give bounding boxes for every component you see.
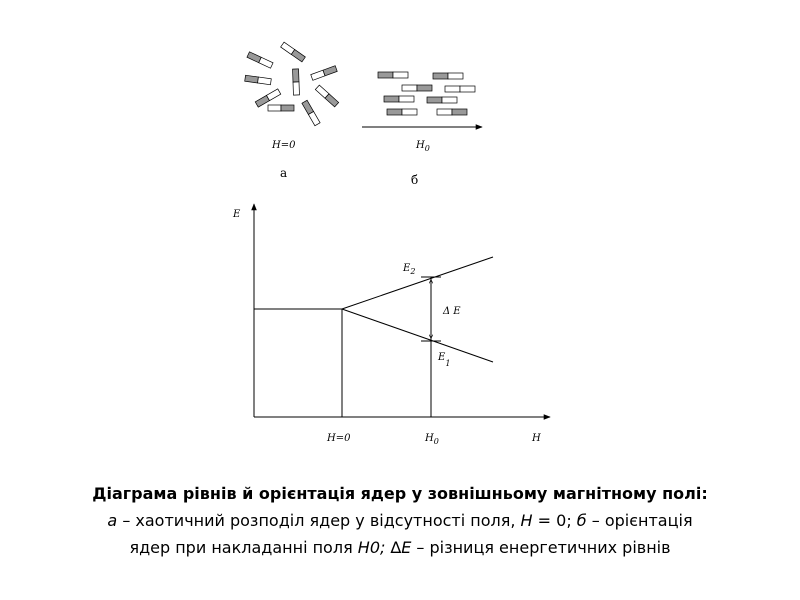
upper-level-label — [402, 263, 415, 276]
caption-separator: ; — [380, 538, 391, 557]
panel-b-field-label — [415, 140, 430, 153]
magnet — [437, 109, 467, 115]
lower-level-subscript: 1 — [445, 359, 451, 368]
y-axis-label: E — [233, 209, 241, 220]
caption-delta-symbol: ∆ — [390, 538, 402, 557]
upper-level-line — [342, 257, 493, 309]
caption-delta-text: – різниця енергетичних рівнів — [411, 538, 671, 557]
caption-b-text: – орієнтація — [586, 511, 693, 530]
panel-b-letter: б — [411, 173, 419, 187]
caption-line-3-text: ядер при накладанні поля — [129, 538, 358, 557]
x-tick-h0 — [424, 433, 439, 446]
magnet — [315, 85, 338, 107]
caption-b-letter: б — [576, 511, 587, 530]
magnet — [384, 96, 414, 102]
magnet — [427, 97, 457, 103]
caption-a-text: – хаотичний розподіл ядер у відсутності поля, — [117, 511, 521, 530]
caption-h0: Н0 — [357, 538, 380, 557]
caption-line-3 — [40, 534, 760, 561]
caption-a-condition: Н — [520, 511, 533, 530]
delta-symbol: Δ — [443, 306, 451, 317]
lower-level-label — [437, 352, 450, 368]
panel-a-random-nuclei — [245, 42, 339, 126]
magnet — [281, 42, 306, 62]
caption-delta-e: Е — [401, 538, 412, 557]
caption-line-2 — [40, 507, 760, 534]
magnet — [445, 86, 475, 92]
energy-level-diagram — [232, 204, 550, 446]
upper-level-symbol: E — [403, 263, 411, 274]
magnet — [378, 72, 408, 78]
panel-a-letter: а — [280, 166, 288, 180]
panel-b-oriented-nuclei — [362, 72, 482, 127]
figure-caption — [40, 480, 760, 561]
x-tick-h0-symbol: H — [425, 433, 434, 444]
caption-line-1: Діаграма рівнів й орієнтація ядер у зовнішньому магнітному полі: — [92, 484, 708, 503]
panel-b-field-subscript: 0 — [424, 144, 430, 153]
caption-a-condition-value: = 0; — [532, 511, 577, 530]
magnet — [268, 105, 294, 111]
panel-b-field-symbol: H — [416, 140, 425, 151]
magnet — [247, 52, 273, 68]
magnet — [402, 85, 432, 91]
lower-level-line — [342, 309, 493, 362]
lower-level-symbol: E — [438, 352, 446, 363]
magnet — [293, 69, 300, 95]
x-axis-label: H — [532, 433, 541, 444]
x-tick-h-zero: H=0 — [327, 433, 351, 444]
magnet — [245, 75, 272, 85]
magnet — [311, 66, 337, 81]
upper-level-subscript: 2 — [410, 267, 416, 276]
magnet — [255, 89, 281, 107]
delta-e-label — [442, 306, 461, 317]
caption-a-letter: а — [107, 511, 118, 530]
magnet — [302, 100, 320, 126]
delta-e-letter: E — [453, 306, 461, 317]
x-tick-h0-subscript: 0 — [433, 437, 439, 446]
magnet — [433, 73, 463, 79]
panel-a-field-label: H=0 — [272, 140, 296, 151]
magnet — [387, 109, 417, 115]
